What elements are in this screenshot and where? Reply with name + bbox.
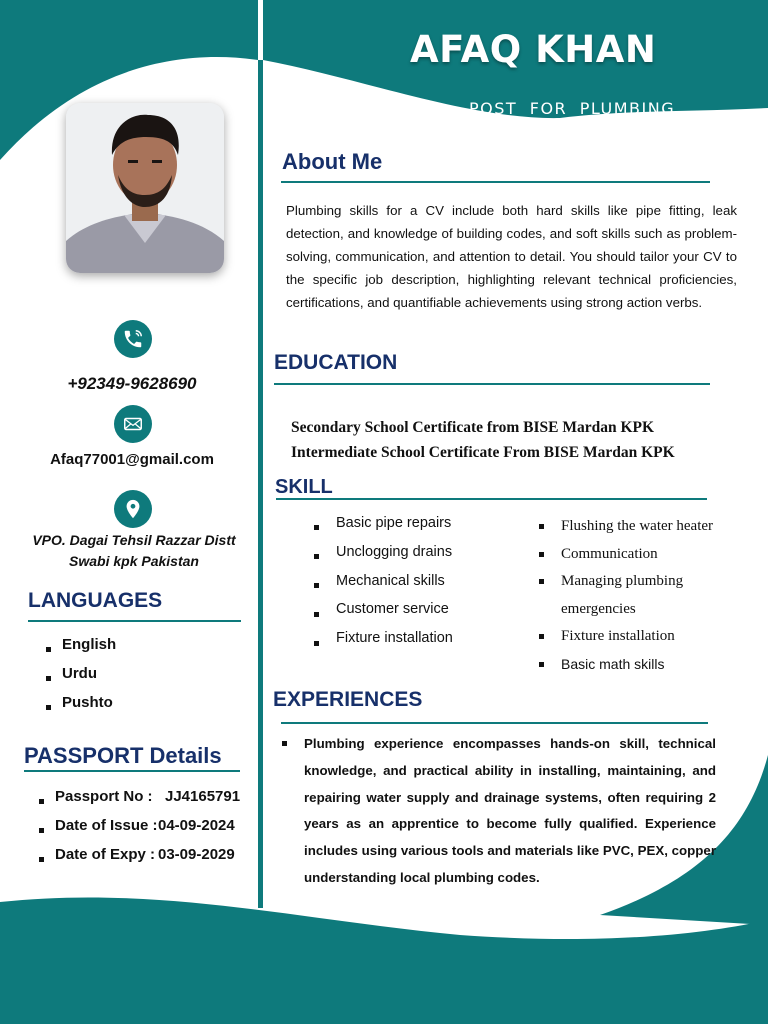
list-item (39, 815, 240, 844)
phone-icon (114, 320, 152, 358)
list-item: Customer service (314, 599, 453, 628)
list-item: Communication (539, 541, 739, 569)
phone-number[interactable]: +92349-9628690 (67, 374, 197, 393)
list-item: Basic pipe repairs (314, 513, 453, 542)
job-post: POST FOR PLUMBING (469, 99, 676, 118)
email-address[interactable]: Afaq77001@gmail.com (50, 451, 214, 468)
list-item: Fixture installation (539, 623, 739, 651)
education-heading: EDUCATION (274, 351, 398, 374)
list-item: Pushto (46, 692, 116, 721)
list-item: English (46, 634, 116, 663)
home-address: VPO. Dagai Tehsil Razzar Distt Swabi kpk Pakistan (32, 532, 236, 569)
languages-rule (28, 620, 241, 622)
column-divider (258, 60, 263, 908)
education-rule (274, 383, 710, 385)
list-item: Intermediate School Certificate From BISE Mardan KPK (291, 444, 675, 461)
list-item: Plumbing experience encompasses hands-on skill, technical knowledge, and practical ability in installing, maintaining, and repairing water supply and drainage systems, often requiring 2 years as an apprentice to become fully qualified. Experience includes using various tools and materials like PVC, PEX, copper understanding local plumbing codes. (282, 731, 716, 892)
list-item: Mechanical skills (314, 571, 453, 600)
passport-heading: PASSPORT Details (24, 743, 222, 768)
list-item: Urdu (46, 663, 116, 692)
envelope-icon (114, 405, 152, 443)
education-list (291, 415, 675, 465)
skills-column-1 (314, 513, 453, 657)
skills-column-2 (539, 513, 739, 678)
passport-label: Date of Issue : (55, 817, 158, 834)
list-item (39, 786, 240, 815)
list-item: Managing plumbing emergencies (539, 568, 739, 623)
passport-label: Date of Expy : (55, 846, 156, 863)
languages-list (46, 634, 116, 721)
about-heading: About Me (282, 149, 383, 174)
experiences-heading: EXPERIENCES (273, 688, 423, 711)
profile-photo (66, 103, 224, 273)
candidate-name: AFAQ KHAN (410, 28, 657, 71)
about-text: Plumbing skills for a CV include both hard skills like pipe fitting, leak detection, and knowledge of building codes, and soft skills such as problem-solving, communication, and attention to detail. You should tailor your CV to the specific job description, highlighting relevant technical proficiencies, certifications, and quantifiable achievements using strong action verbs. (286, 203, 737, 310)
list-item: Flushing the water heater (539, 513, 739, 541)
passport-value: 04-09-2024 (158, 817, 235, 834)
list-item: Fixture installation (314, 628, 453, 657)
list-item: Basic math skills (539, 651, 739, 679)
passport-value: 03-09-2029 (158, 846, 235, 863)
experiences-rule (281, 722, 708, 724)
passport-rule (24, 770, 240, 772)
list-item (39, 844, 240, 873)
passport-list (39, 786, 240, 873)
passport-value: JJ4165791 (165, 788, 241, 805)
list-item: Secondary School Certificate from BISE Mardan KPK (291, 419, 655, 436)
passport-label: Passport No : (55, 788, 153, 805)
skill-heading: SKILL (275, 476, 333, 498)
experiences-list (282, 731, 716, 892)
languages-heading: LANGUAGES (28, 589, 163, 612)
skill-rule (276, 498, 707, 500)
person-portrait-icon (66, 103, 224, 273)
list-item: Unclogging drains (314, 542, 453, 571)
about-rule (281, 181, 710, 183)
location-pin-icon (114, 490, 152, 528)
